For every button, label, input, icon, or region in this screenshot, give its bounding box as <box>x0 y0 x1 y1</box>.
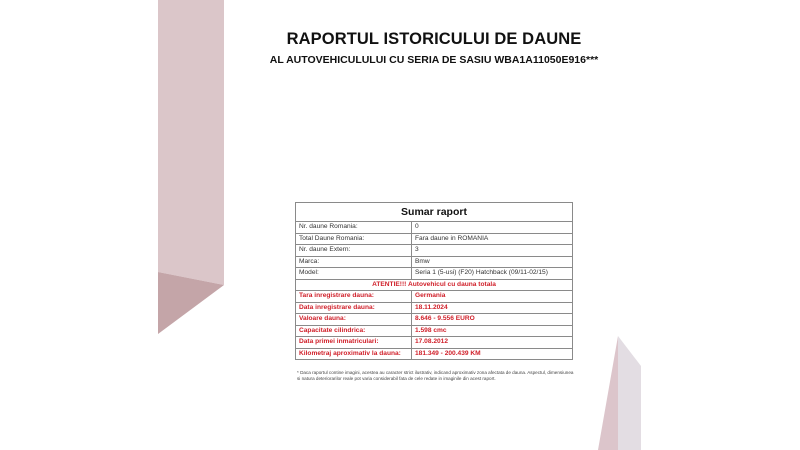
table-row <box>296 222 573 234</box>
table-row <box>296 337 573 349</box>
row-value: 3 <box>412 245 573 257</box>
row-value: Germania <box>412 291 573 303</box>
alert-row <box>296 279 573 291</box>
row-value: 0 <box>412 222 573 234</box>
row-label: Total Daune Romania: <box>296 233 412 245</box>
row-value: 181.349 - 200.439 KM <box>412 348 573 360</box>
row-label: Kilometraj aproximativ la dauna: <box>296 348 412 360</box>
report-title: RAPORTUL ISTORICULUI DE DAUNE <box>286 30 582 48</box>
row-label: Data inregistrare dauna: <box>296 302 412 314</box>
report-subtitle: AL AUTOVEHICULULUI CU SERIA DE SASIU WBA1A11050E916*** <box>269 54 599 66</box>
row-value: 18.11.2024 <box>412 302 573 314</box>
row-label: Nr. daune Extern: <box>296 245 412 257</box>
row-label: Data primei inmatriculari: <box>296 337 412 349</box>
row-value: Fara daune in ROMANIA <box>412 233 573 245</box>
summary-table <box>295 202 573 360</box>
row-label: Nr. daune Romania: <box>296 222 412 234</box>
footnote: * Daca raportul contine imagini, acestea au caracter strict ilustrativ, indicand aproximativ zona afectata de dauna. Aspectul, dimensiunea si natura deteriorarilor reale pot varia considerabil fata de cele redate in imaginile din acest raport. <box>297 370 574 381</box>
row-value: 1.598 cmc <box>412 325 573 337</box>
table-row <box>296 291 573 303</box>
row-label: Marca: <box>296 256 412 268</box>
table-row <box>296 325 573 337</box>
table-row <box>296 245 573 257</box>
table-row <box>296 268 573 280</box>
table-row <box>296 302 573 314</box>
row-label: Model: <box>296 268 412 280</box>
row-value: 8.646 - 9.556 EURO <box>412 314 573 326</box>
summary-title: Sumar raport <box>296 203 573 222</box>
table-row <box>296 314 573 326</box>
row-label: Valoare dauna: <box>296 314 412 326</box>
table-row <box>296 233 573 245</box>
row-value: 17.08.2012 <box>412 337 573 349</box>
row-value: Bmw <box>412 256 573 268</box>
decorative-ribbon-right <box>598 336 642 450</box>
row-label: Tara inregistrare dauna: <box>296 291 412 303</box>
total-loss-alert: ATENTIE!!! Autovehicul cu dauna totala <box>296 279 573 291</box>
row-value: Seria 1 (5-usi) (F20) Hatchback (09/11-02/15) <box>412 268 573 280</box>
row-label: Capacitate cilindrica: <box>296 325 412 337</box>
table-row <box>296 348 573 360</box>
decorative-ribbon-left <box>158 0 224 334</box>
table-row <box>296 256 573 268</box>
